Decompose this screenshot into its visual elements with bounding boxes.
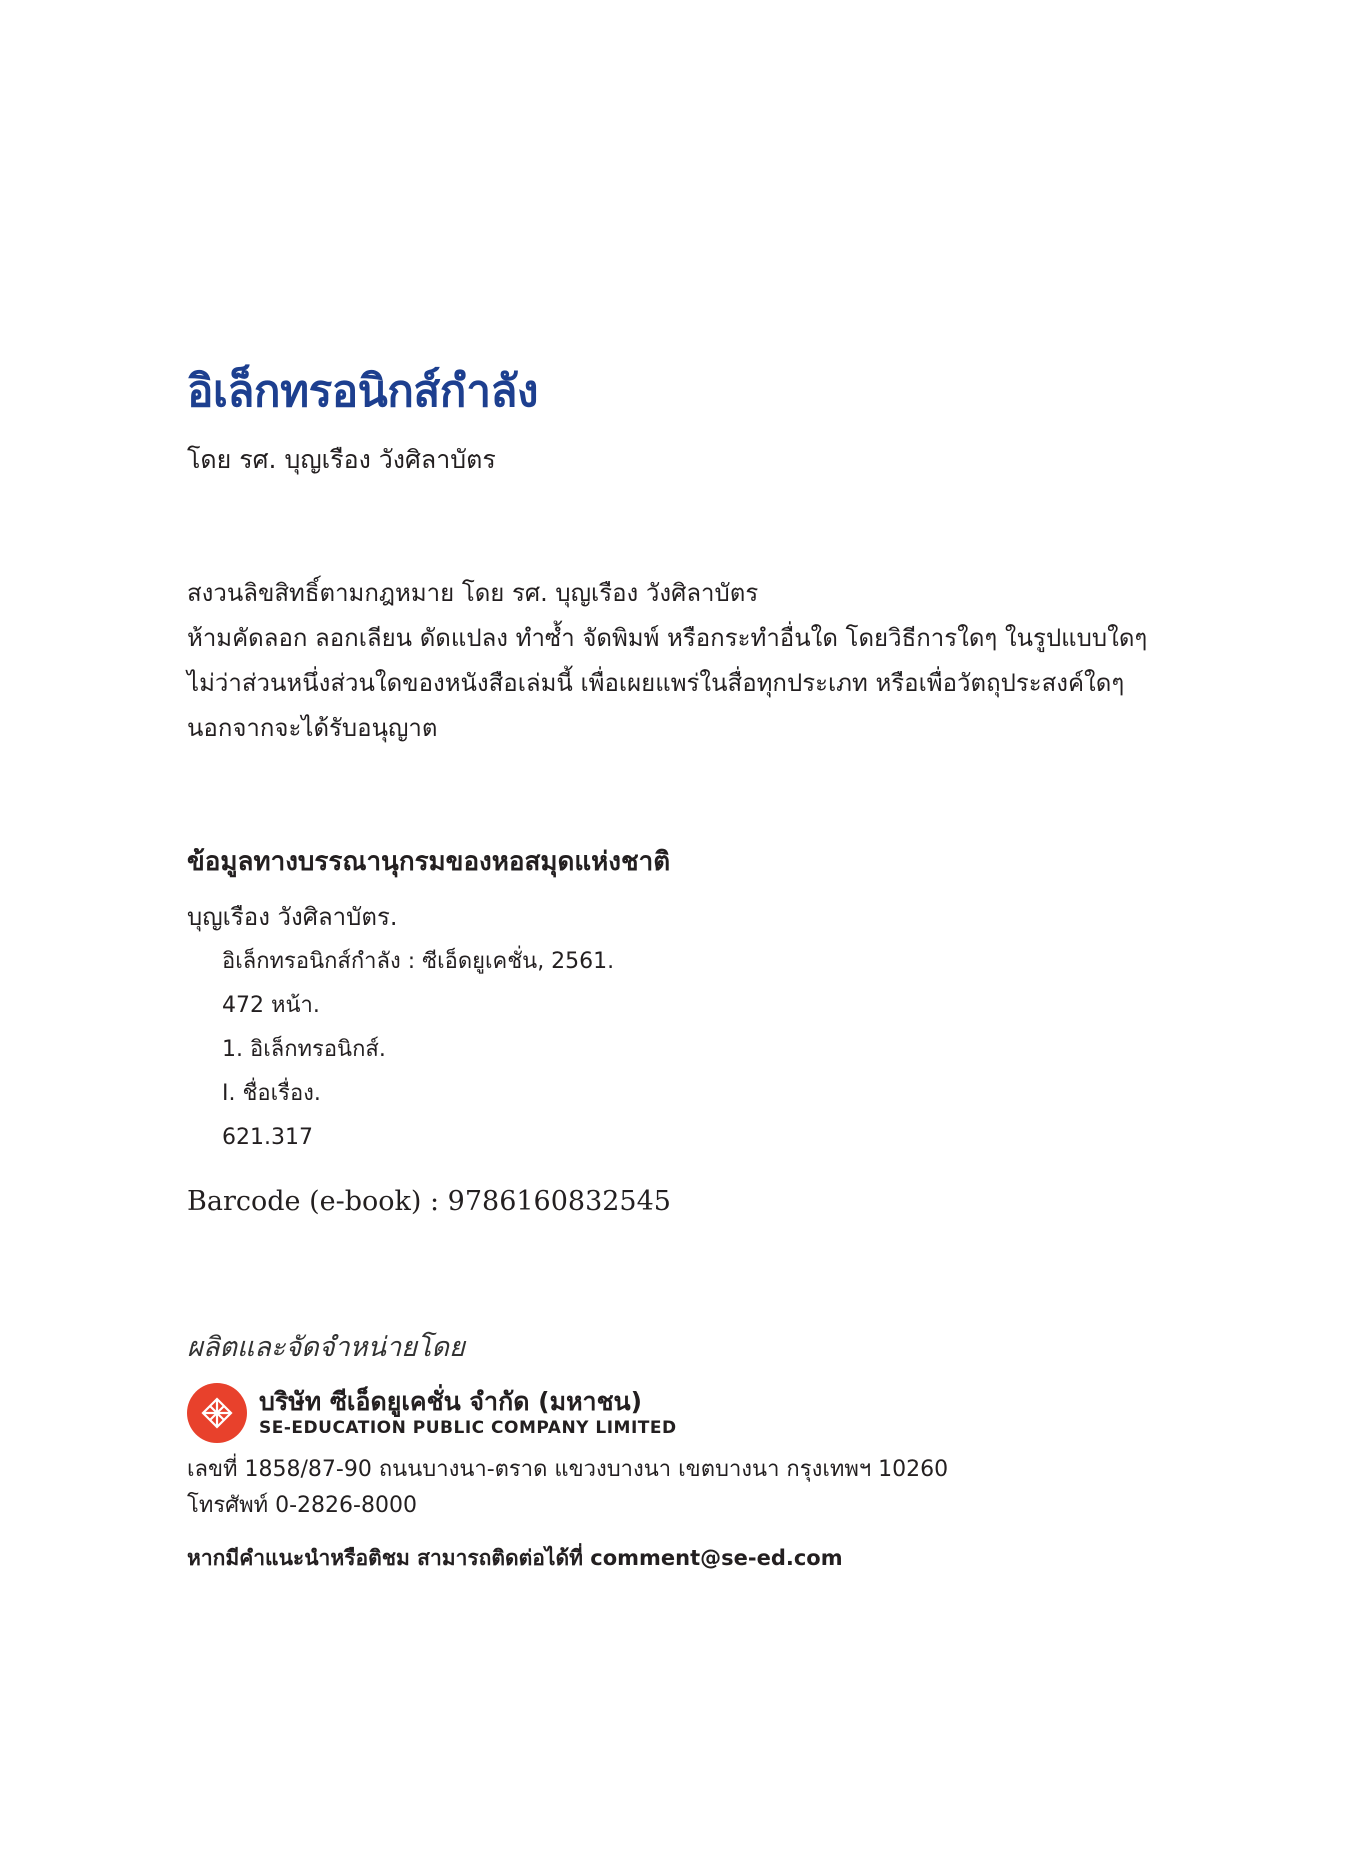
catalog-entry: 1. อิเล็กทรอนิกส์. <box>222 1037 386 1062</box>
contact-line: หากมีคำแนะนำหรือติชม สามารถติดต่อได้ที่ comment@se-ed.com <box>187 1546 843 1570</box>
copyright-line: นอกจากจะได้รับอนุญาต <box>187 714 438 742</box>
address-line: เลขที่ 1858/87-90 ถนนบางนา-ตราด แขวงบางนา เขตบางนา กรุงเทพฯ 10260 <box>187 1457 949 1482</box>
publisher-logo-icon <box>187 1383 247 1443</box>
publisher-block <box>187 1383 677 1443</box>
copyright-notice <box>187 571 1289 751</box>
copyright-line: สงวนลิขสิทธิ์ตามกฎหมาย โดย รศ. บุญเรือง วังศิลาบัตร <box>187 579 759 607</box>
produced-by-label: ผลิตและจัดจำหน่ายโดย <box>187 1332 465 1363</box>
publisher-name-en: SE-EDUCATION PUBLIC COMPANY LIMITED <box>259 1418 677 1438</box>
catalog-entry: อิเล็กทรอนิกส์กำลัง : ซีเอ็ดยูเคชั่น, 2561. <box>222 949 615 974</box>
copyright-line: ไม่ว่าส่วนหนึ่งส่วนใดของหนังสือเล่มนี้ เพื่อเผยแพร่ในสื่อทุกประเภท หรือเพื่อวัตถุประสงค์ใดๆ <box>187 669 1125 697</box>
catalog-entry: 621.317 <box>222 1125 313 1150</box>
catalog-entry: I. ชื่อเรื่อง. <box>222 1081 321 1106</box>
publisher-address <box>187 1452 1289 1524</box>
copyright-line: ห้ามคัดลอก ลอกเลียน ดัดแปลง ทำซ้ำ จัดพิมพ์ หรือกระทำอื่นใด โดยวิธีการใดๆ ในรูปแบบใดๆ <box>187 624 1148 652</box>
catalog-heading: ข้อมูลทางบรรณานุกรมของหอสมุดแห่งชาติ <box>187 847 671 877</box>
barcode-line: Barcode (e-book) : 9786160832545 <box>187 1186 671 1217</box>
book-title: อิเล็กทรอนิกส์กำลัง <box>187 366 538 417</box>
author-line: โดย รศ. บุญเรือง วังศิลาบัตร <box>187 445 496 474</box>
publisher-name-th: บริษัท ซีเอ็ดยูเคชั่น จำกัด (มหาชน) <box>259 1387 643 1416</box>
catalog-entry: 472 หน้า. <box>222 993 320 1018</box>
phone-line: โทรศัพท์ 0-2826-8000 <box>187 1493 417 1518</box>
catalog-main-entry: บุญเรือง วังศิลาบัตร. <box>187 903 398 931</box>
